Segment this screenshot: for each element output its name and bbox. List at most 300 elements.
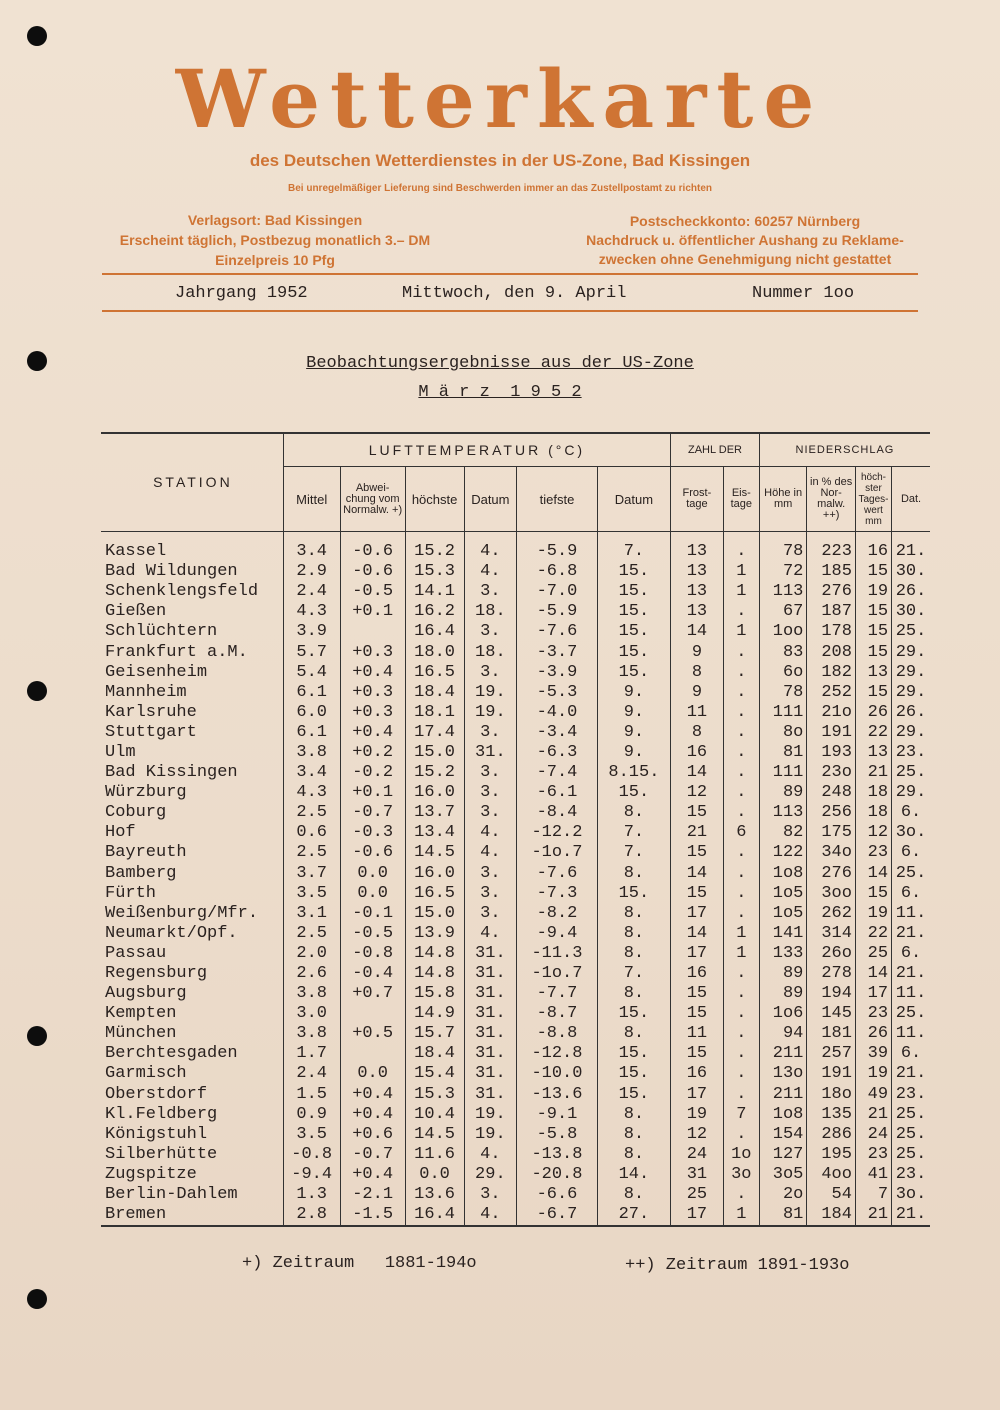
max-date: 4. — [464, 1145, 517, 1165]
table-row — [101, 1145, 930, 1165]
min-date: 15. — [597, 602, 670, 622]
deviation: -0.6 — [340, 542, 405, 562]
deviation: +0.3 — [340, 642, 405, 662]
deviation: 0.0 — [340, 1064, 405, 1084]
precip-mm: 113 — [759, 803, 807, 823]
precip-peak: 21 — [855, 1205, 891, 1226]
precip-mm: 67 — [759, 602, 807, 622]
min-temp: -6.7 — [517, 1205, 598, 1226]
punch-hole — [27, 1026, 47, 1046]
max-temp: 15.0 — [405, 743, 464, 763]
station-name: Bayreuth — [105, 843, 187, 863]
mean-temp: 5.4 — [283, 663, 340, 683]
precip-percent: 182 — [807, 663, 856, 683]
observation-rows — [101, 532, 930, 1227]
mean-temp: 2.6 — [283, 964, 340, 984]
precip-percent: 262 — [807, 904, 856, 924]
report-period: M ä r z 1 9 5 2 — [418, 383, 582, 402]
min-date: 15. — [597, 1064, 670, 1084]
mean-temp: 2.0 — [283, 944, 340, 964]
max-date: 4. — [464, 1205, 517, 1226]
max-temp: 16.4 — [405, 622, 464, 642]
precip-percent: 278 — [807, 964, 856, 984]
precip-date: 6. — [892, 803, 930, 823]
precip-mm: 72 — [759, 562, 807, 582]
station-name: Bad Kissingen — [105, 763, 238, 783]
max-date: 31. — [464, 1044, 517, 1064]
mean-temp: 2.4 — [283, 582, 340, 602]
station-name: Ulm — [105, 742, 136, 762]
mean-temp: 5.7 — [283, 642, 340, 662]
min-date: 8. — [597, 1024, 670, 1044]
max-temp: 16.0 — [405, 864, 464, 884]
min-temp: -5.8 — [517, 1125, 598, 1145]
precip-peak: 23 — [855, 1145, 891, 1165]
ice-days: . — [723, 1004, 759, 1024]
col-max-date: Datum — [464, 467, 517, 532]
max-date: 4. — [464, 843, 517, 863]
ice-days: 1 — [723, 1205, 759, 1226]
ice-days: 1 — [723, 562, 759, 582]
frost-days: 8 — [671, 723, 724, 743]
deviation: +0.6 — [340, 1125, 405, 1145]
precip-mm: 89 — [759, 984, 807, 1004]
max-temp: 15.3 — [405, 562, 464, 582]
precip-date: 30. — [892, 562, 930, 582]
precip-percent: 18o — [807, 1085, 856, 1105]
frost-days: 17 — [671, 944, 724, 964]
precip-mm: 111 — [759, 703, 807, 723]
precip-peak: 7 — [855, 1185, 891, 1205]
col-min-date: Datum — [597, 467, 670, 532]
mean-temp: 0.9 — [283, 1105, 340, 1125]
mean-temp: 1.5 — [283, 1085, 340, 1105]
observation-table — [101, 432, 930, 1227]
deviation — [340, 622, 405, 642]
ice-days: . — [723, 1024, 759, 1044]
precip-peak: 21 — [855, 1105, 891, 1125]
ice-days: . — [723, 884, 759, 904]
col-precip-peak: höch-ster Tages-wert mm — [855, 467, 891, 532]
table-row — [101, 622, 930, 642]
max-temp: 15.4 — [405, 1064, 464, 1084]
min-date: 8. — [597, 864, 670, 884]
table-row — [101, 843, 930, 863]
col-mean: Mittel — [283, 467, 340, 532]
precip-peak: 26 — [855, 1024, 891, 1044]
publisher-info: Verlagsort: Bad Kissingen Erscheint täglich, Postbezug monatlich 3.– DM Einzelpreis 10 Pfg — [119, 212, 431, 268]
min-date: 15. — [597, 884, 670, 904]
mean-temp: 2.5 — [283, 803, 340, 823]
frost-days: 15 — [671, 1004, 724, 1024]
masthead-subtitle: des Deutschen Wetterdienstes in der US-Zone, Bad Kissingen — [249, 151, 751, 170]
deviation: -0.4 — [340, 964, 405, 984]
deviation: -1.5 — [340, 1205, 405, 1226]
frost-days: 9 — [671, 642, 724, 662]
deviation: +0.4 — [340, 663, 405, 683]
table-row — [101, 743, 930, 763]
precip-percent: 175 — [807, 823, 856, 843]
precip-mm: 6o — [759, 663, 807, 683]
precip-percent: 184 — [807, 1205, 856, 1226]
precip-date: 11. — [892, 984, 930, 1004]
deviation — [340, 1044, 405, 1064]
min-temp: -8.8 — [517, 1024, 598, 1044]
min-temp: -6.8 — [517, 562, 598, 582]
table-row — [101, 1205, 930, 1226]
precip-date: 21. — [892, 1205, 930, 1226]
station-name: Königstuhl — [105, 1124, 208, 1144]
ice-days: . — [723, 683, 759, 703]
ice-days: . — [723, 864, 759, 884]
min-temp: -8.2 — [517, 904, 598, 924]
table-row — [101, 1004, 930, 1024]
station-name: Silberhütte — [105, 1144, 218, 1164]
table-row — [101, 924, 930, 944]
max-temp: 15.0 — [405, 904, 464, 924]
frost-days: 11 — [671, 1024, 724, 1044]
table-row — [101, 1125, 930, 1145]
deviation: +0.5 — [340, 1024, 405, 1044]
min-temp: -7.6 — [517, 622, 598, 642]
precip-date: 25. — [892, 622, 930, 642]
precip-date: 23. — [892, 743, 930, 763]
footnote-precip-period: ++) Zeitraum 1891-193o — [625, 1256, 850, 1275]
precip-mm: 113 — [759, 582, 807, 602]
max-date: 31. — [464, 1064, 517, 1084]
deviation: -0.3 — [340, 823, 405, 843]
precip-percent: 4oo — [807, 1165, 856, 1185]
min-temp: -8.7 — [517, 1004, 598, 1024]
station-name: Garmisch — [105, 1064, 187, 1084]
precip-mm: 133 — [759, 944, 807, 964]
max-date: 18. — [464, 602, 517, 622]
station-name: Zugspitze — [105, 1164, 197, 1184]
header-rule — [102, 310, 918, 312]
min-date: 8.15. — [597, 763, 670, 783]
min-date: 7. — [597, 542, 670, 562]
frost-days: 15 — [671, 1044, 724, 1064]
min-date: 7. — [597, 823, 670, 843]
station-name: Schenklengsfeld — [105, 582, 259, 602]
mean-temp: 6.1 — [283, 683, 340, 703]
precip-peak: 19 — [855, 582, 891, 602]
table-row — [101, 884, 930, 904]
precip-mm: 154 — [759, 1125, 807, 1145]
min-date: 15. — [597, 562, 670, 582]
precip-date: 6. — [892, 884, 930, 904]
precip-peak: 17 — [855, 984, 891, 1004]
mean-temp: 2.5 — [283, 843, 340, 863]
mean-temp: 4.3 — [283, 783, 340, 803]
max-date: 31. — [464, 1024, 517, 1044]
frost-days: 16 — [671, 743, 724, 763]
frost-days: 15 — [671, 884, 724, 904]
min-date: 15. — [597, 1085, 670, 1105]
precip-percent: 21o — [807, 703, 856, 723]
table-row — [101, 944, 930, 964]
min-temp: -3.7 — [517, 642, 598, 662]
max-temp: 16.5 — [405, 663, 464, 683]
precip-date: 6. — [892, 1044, 930, 1064]
mean-temp: 0.6 — [283, 823, 340, 843]
mean-temp: 3.0 — [283, 1004, 340, 1024]
deviation — [340, 1004, 405, 1024]
station-name: Geisenheim — [105, 662, 208, 682]
precip-mm: 1oo — [759, 622, 807, 642]
max-date: 3. — [464, 803, 517, 823]
min-date: 9. — [597, 703, 670, 723]
frost-days: 14 — [671, 864, 724, 884]
frost-days: 14 — [671, 622, 724, 642]
min-temp: -9.1 — [517, 1105, 598, 1125]
station-name: Kempten — [105, 1004, 177, 1024]
precip-peak: 12 — [855, 823, 891, 843]
min-date: 8. — [597, 803, 670, 823]
precip-date: 25. — [892, 1145, 930, 1165]
max-date: 4. — [464, 823, 517, 843]
max-date: 3. — [464, 582, 517, 602]
frost-days: 15 — [671, 803, 724, 823]
max-temp: 14.5 — [405, 843, 464, 863]
deviation: -2.1 — [340, 1185, 405, 1205]
frost-days: 17 — [671, 1085, 724, 1105]
max-temp: 14.8 — [405, 944, 464, 964]
deviation: 0.0 — [340, 864, 405, 884]
min-temp: -1o.7 — [517, 843, 598, 863]
report-title: Beobachtungsergebnisse aus der US-Zone — [306, 354, 694, 373]
min-temp: -7.3 — [517, 884, 598, 904]
table-row — [101, 642, 930, 662]
precip-date: 6. — [892, 843, 930, 863]
min-date: 8. — [597, 984, 670, 1004]
min-date: 7. — [597, 964, 670, 984]
ice-days: 3o — [723, 1165, 759, 1185]
precip-date: 11. — [892, 1024, 930, 1044]
mean-temp: 3.4 — [283, 542, 340, 562]
precip-peak: 18 — [855, 783, 891, 803]
min-temp: -11.3 — [517, 944, 598, 964]
deviation: +0.2 — [340, 743, 405, 763]
deviation: -0.1 — [340, 904, 405, 924]
deviation: -0.2 — [340, 763, 405, 783]
station-name: Neumarkt/Opf. — [105, 923, 238, 943]
precip-percent: 257 — [807, 1044, 856, 1064]
precip-mm: 141 — [759, 924, 807, 944]
station-name: Würzburg — [105, 783, 187, 803]
deviation: +0.1 — [340, 783, 405, 803]
precip-date: 23. — [892, 1165, 930, 1185]
deviation: +0.4 — [340, 723, 405, 743]
min-temp: -5.9 — [517, 542, 598, 562]
precip-mm: 94 — [759, 1024, 807, 1044]
precip-peak: 15 — [855, 683, 891, 703]
col-deviation: Abwei-chung vom Normalw. +) — [340, 467, 405, 532]
precip-group-header: NIEDERSCHLAG — [759, 433, 930, 467]
precip-mm: 78 — [759, 683, 807, 703]
precip-percent: 185 — [807, 562, 856, 582]
precip-peak: 19 — [855, 1064, 891, 1084]
table-row — [101, 663, 930, 683]
frost-days: 15 — [671, 984, 724, 1004]
frost-days: 24 — [671, 1145, 724, 1165]
min-date: 15. — [597, 622, 670, 642]
frost-days: 11 — [671, 703, 724, 723]
precip-date: 29. — [892, 663, 930, 683]
precip-peak: 41 — [855, 1165, 891, 1185]
temperature-group-header: LUFTTEMPERATUR (°C) — [283, 433, 670, 467]
precip-percent: 256 — [807, 803, 856, 823]
max-date: 3. — [464, 663, 517, 683]
min-date: 15. — [597, 1004, 670, 1024]
deviation: -0.5 — [340, 924, 405, 944]
precip-percent: 26o — [807, 944, 856, 964]
mean-temp: 6.1 — [283, 723, 340, 743]
mean-temp: 3.5 — [283, 1125, 340, 1145]
precip-peak: 22 — [855, 924, 891, 944]
station-name: Berchtesgaden — [105, 1044, 238, 1064]
max-date: 31. — [464, 1085, 517, 1105]
min-temp: -12.8 — [517, 1044, 598, 1064]
precip-date: 6. — [892, 944, 930, 964]
ice-days: 1 — [723, 582, 759, 602]
min-date: 9. — [597, 743, 670, 763]
precip-date: 29. — [892, 683, 930, 703]
ice-days: 1 — [723, 924, 759, 944]
precip-peak: 49 — [855, 1085, 891, 1105]
min-temp: -5.3 — [517, 683, 598, 703]
mean-temp: 2.9 — [283, 562, 340, 582]
max-temp: 16.5 — [405, 884, 464, 904]
min-date: 15. — [597, 582, 670, 602]
punch-hole — [27, 681, 47, 701]
deviation: +0.4 — [340, 1085, 405, 1105]
min-date: 8. — [597, 1125, 670, 1145]
max-temp: 13.7 — [405, 803, 464, 823]
deviation: +0.4 — [340, 1165, 405, 1185]
precip-percent: 23o — [807, 763, 856, 783]
counts-group-header: ZAHL DER — [671, 433, 760, 467]
min-date: 8. — [597, 1145, 670, 1165]
precip-percent: 181 — [807, 1024, 856, 1044]
station-name: Regensburg — [105, 964, 208, 984]
station-name: Bamberg — [105, 863, 177, 883]
max-date: 19. — [464, 683, 517, 703]
precip-percent: 54 — [807, 1185, 856, 1205]
precip-peak: 13 — [855, 743, 891, 763]
max-date: 19. — [464, 703, 517, 723]
min-temp: -13.8 — [517, 1145, 598, 1165]
station-header: STATION — [101, 433, 283, 532]
precip-percent: 208 — [807, 642, 856, 662]
deviation: 0.0 — [340, 884, 405, 904]
precip-peak: 25 — [855, 944, 891, 964]
frost-days: 25 — [671, 1185, 724, 1205]
mean-temp: 3.9 — [283, 622, 340, 642]
min-temp: -4.0 — [517, 703, 598, 723]
frost-days: 17 — [671, 904, 724, 924]
ice-days: . — [723, 703, 759, 723]
precip-mm: 83 — [759, 642, 807, 662]
ice-days: . — [723, 1185, 759, 1205]
precip-date: 21. — [892, 1064, 930, 1084]
frost-days: 12 — [671, 1125, 724, 1145]
precip-mm: 211 — [759, 1044, 807, 1064]
table-row — [101, 562, 930, 582]
precip-mm: 1o5 — [759, 884, 807, 904]
frost-days: 9 — [671, 683, 724, 703]
table-row — [101, 783, 930, 803]
delivery-notice: Bei unregelmäßiger Lieferung sind Beschwerden immer an das Zustellpostamt zu richten — [288, 183, 712, 194]
precip-date: 29. — [892, 723, 930, 743]
ice-days: 6 — [723, 823, 759, 843]
ice-days: . — [723, 843, 759, 863]
max-temp: 17.4 — [405, 723, 464, 743]
station-name: Oberstdorf — [105, 1084, 208, 1104]
station-name: Stuttgart — [105, 722, 197, 742]
ice-days: . — [723, 1085, 759, 1105]
min-temp: -6.6 — [517, 1185, 598, 1205]
mean-temp: -0.8 — [283, 1145, 340, 1165]
station-name: Frankfurt a.M. — [105, 642, 248, 662]
mean-temp: 3.8 — [283, 743, 340, 763]
precip-peak: 15 — [855, 642, 891, 662]
mean-temp: 4.3 — [283, 602, 340, 622]
precip-peak: 26 — [855, 703, 891, 723]
min-date: 8. — [597, 924, 670, 944]
min-date: 8. — [597, 1105, 670, 1125]
precip-date: 25. — [892, 1004, 930, 1024]
precip-peak: 23 — [855, 843, 891, 863]
mean-temp: 3.8 — [283, 984, 340, 1004]
max-date: 4. — [464, 542, 517, 562]
mean-temp: 1.3 — [283, 1185, 340, 1205]
max-temp: 15.2 — [405, 542, 464, 562]
table-row — [101, 703, 930, 723]
issue-volume: Jahrgang 1952 — [175, 284, 308, 303]
max-date: 3. — [464, 783, 517, 803]
precip-percent: 191 — [807, 1064, 856, 1084]
max-temp: 15.3 — [405, 1085, 464, 1105]
table-row — [101, 823, 930, 843]
min-temp: -9.4 — [517, 924, 598, 944]
max-temp: 18.0 — [405, 642, 464, 662]
max-date: 3. — [464, 1185, 517, 1205]
precip-percent: 252 — [807, 683, 856, 703]
table-row — [101, 1165, 930, 1185]
precip-date: 21. — [892, 542, 930, 562]
table-row — [101, 904, 930, 924]
precip-mm: 81 — [759, 1205, 807, 1226]
station-name: Mannheim — [105, 682, 187, 702]
station-name: Karlsruhe — [105, 702, 197, 722]
precip-mm: 1o6 — [759, 1004, 807, 1024]
deviation: +0.3 — [340, 703, 405, 723]
precip-percent: 276 — [807, 582, 856, 602]
max-date: 18. — [464, 642, 517, 662]
precip-mm: 13o — [759, 1064, 807, 1084]
max-date: 3. — [464, 723, 517, 743]
precip-date: 21. — [892, 924, 930, 944]
min-temp: -3.9 — [517, 663, 598, 683]
station-name: Berlin-Dahlem — [105, 1185, 238, 1205]
precip-mm: 89 — [759, 964, 807, 984]
ice-days: . — [723, 984, 759, 1004]
col-precip-percent: in % des Nor-malw. ++) — [807, 467, 856, 532]
max-date: 31. — [464, 944, 517, 964]
precip-mm: 122 — [759, 843, 807, 863]
precip-percent: 178 — [807, 622, 856, 642]
